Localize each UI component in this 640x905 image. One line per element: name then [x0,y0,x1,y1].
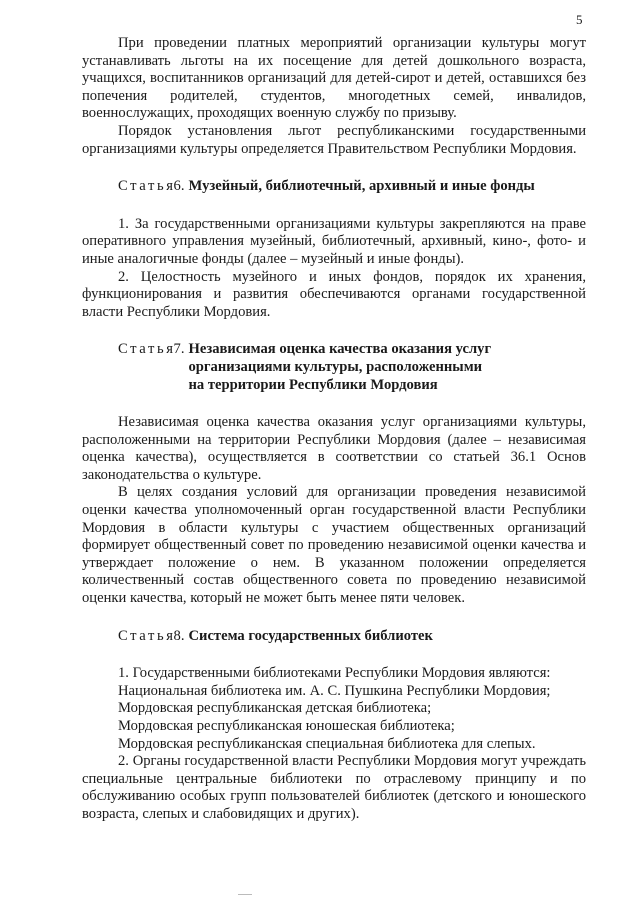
library-list-item: Мордовская республиканская детская библиотека; [118,700,432,717]
article7-title-line-2: организациями культуры, расположенными [188,358,483,375]
article8-paragraph-2: 2. Органы государственной власти Республики Мордовия могут учреждать специальные центральные библиотеки по отраслевому принципу и по обслуживанию особых групп пользователей библиотек (детского и юношеского возраста, слепых и слабовидящих и других). [82,753,586,822]
article7-heading [82,341,586,394]
article8-title: Система государственных библиотек [188,627,433,644]
article6-title: Музейный, библиотечный, архивный и иные фонды [188,178,535,195]
article6-word: Статья [118,178,176,195]
article7-number: 7. [173,341,185,358]
article8-heading [82,628,586,646]
article5-paragraph-2: Порядок установления льгот республиканскими государственными организациями культуры определяется Правительством Республики Мордовия. [82,122,586,157]
article7-paragraph-2: В целях создания условий для организации проведения независимой оценки качества уполномоченный орган государственной власти Республики Мордовия в области культуры с участием общественных организаций формирует общественный совет по проведению независимой оценки качества и утверждает положение о нем. В указанном положении определяется количественный состав общественного совета по проведению независимой оценки качества, который не может быть менее пяти человек. [82,484,586,607]
article6-heading [82,178,586,196]
article6-paragraph-2: 2. Целостность музейного и иных фондов, порядок их хранения, функционирования и развития обеспечиваются органами государственной власти Республики Мордовия. [82,268,586,320]
article6-number: 6. [173,178,185,195]
article7-title [189,341,492,394]
scan-artifact [238,894,252,895]
page-number: 5 [576,12,583,27]
article8-paragraph-1: 1. Государственными библиотеками Республики Мордовия являются: [118,665,551,682]
article6-paragraph-1: 1. За государственными организациями культуры закрепляются на праве оперативного управления музейный, библиотечный, архивный, кино-, фото- и иные аналогичные фонды (далее – музейный и иные фонды). [82,215,586,267]
article8-word: Статья [118,627,176,644]
library-list-item: Мордовская республиканская юношеская библиотека; [118,718,455,734]
article7-title-line-1: Независимая оценка качества оказания услуг [188,341,492,358]
article7-title-line-3: на территории Республики Мордовия [188,376,438,393]
article8-number: 8. [173,627,185,644]
library-list-item: Мордовская республиканская специальная библиотека для слепых. [118,735,536,752]
article7-word: Статья [118,341,176,358]
library-list-item: Национальная библиотека им. А. С. Пушкина Республики Мордовия; [118,682,551,699]
document-body [82,35,586,824]
article7-paragraph-1: Независимая оценка качества оказания услуг организациями культуры, расположенными на территории Республики Мордовия (далее – независимая оценка качества), осуществляется в соответствии со статьей 36.1 Основ законодательства о культуре. [82,414,586,483]
article5-paragraph-1: При проведении платных мероприятий организации культуры могут устанавливать льготы на их посещение для детей дошкольного возраста, учащихся, воспитанников организаций для детей-сирот и детей, оставшихся без попечения родителей, студентов, многодетных семей, инвалидов, военнослужащих, проходящих военную службу по призыву. [82,35,586,122]
